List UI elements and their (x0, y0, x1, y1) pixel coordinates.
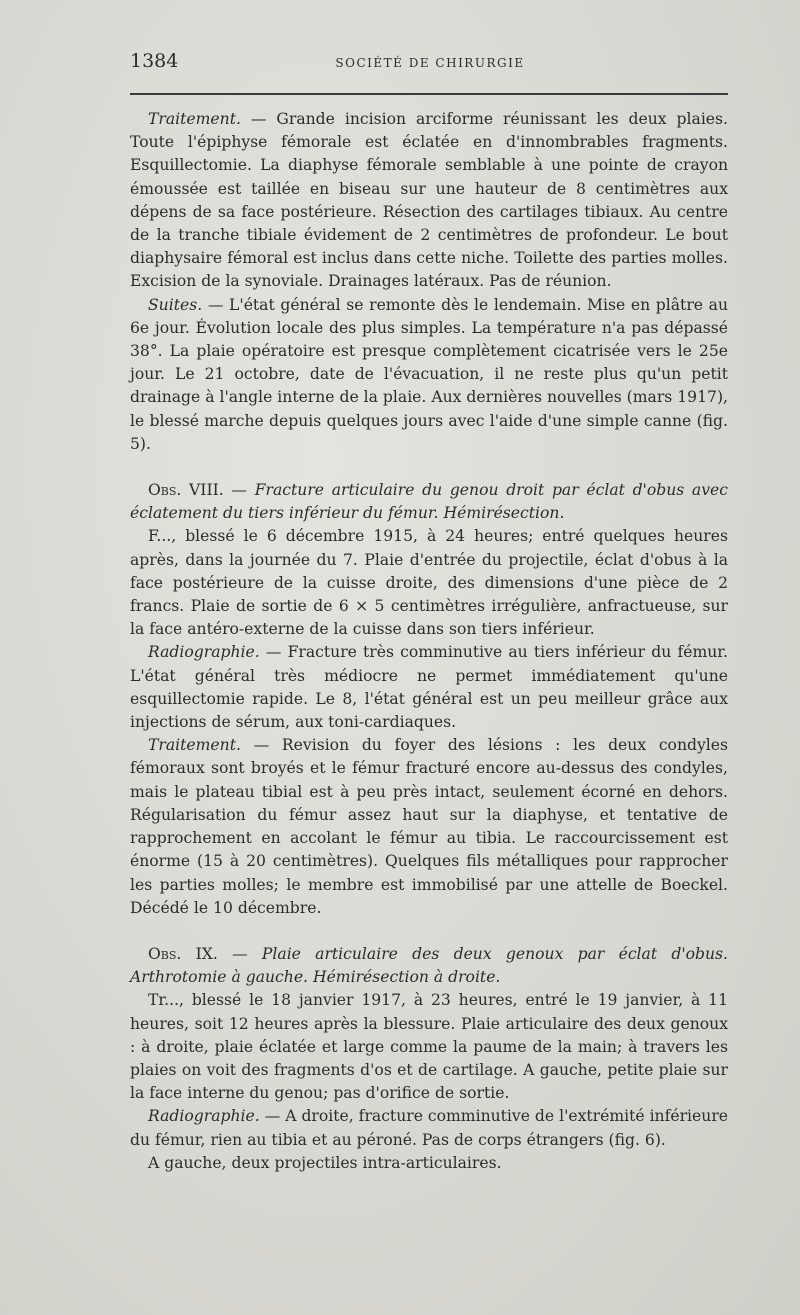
observation-heading (130, 479, 728, 525)
paragraph-label: Traitement. (148, 736, 241, 755)
observation-number: Obs. IX. (148, 944, 218, 963)
page-number: 1384 (130, 50, 179, 72)
observation-number: Obs. VIII. (148, 481, 224, 500)
observation-title: — Plaie articulaire des deux genoux par éclat d'obus. Arthrotomie à gauche. Hémirésection à droite. (130, 944, 728, 987)
paragraph-traitement (130, 734, 728, 920)
paragraph-radiographie (130, 1105, 728, 1151)
paragraph-text: — Revision du foyer des lésions : les deux condyles fémoraux sont broyés et le fémur fracturé encore au-dessus des condyles, mais le plateau tibial est à peu près intact, seulement écorné en dehors. Régularisation du fémur assez haut sur la diaphyse, et tentative de rapprochement en accolant le fémur au tibia. Le raccourcissement est énorme (15 à 20 centimètres). Quelques fils métalliques pour rapprocher les parties molles; le membre est immobilisé par une attelle de Boeckel. Décédé le 10 décembre. (130, 736, 728, 917)
paragraph-case (130, 989, 728, 1105)
paragraph-text: — Fracture très comminutive au tiers inférieur du fémur. L'état général très médiocre ne permet immédiatement qu'une esquillectomie rapide. Le 8, l'état général est un peu meilleur grâce aux injections de sérum, aux toni-cardiaques. (130, 643, 728, 732)
paragraph-case (130, 525, 728, 641)
observation-heading (130, 943, 728, 989)
paragraph-suites (130, 294, 728, 456)
paragraph-label: Suites. (148, 295, 203, 314)
paragraph-text: — L'état général se remonte dès le lendemain. Mise en plâtre au 6e jour. Évolution locale des plus simples. La température n'a pas dépassé 38°. La plaie opératoire est presque complètement cicatrisée vers le 25e jour. Le 21 octobre, date de l'évacuation, il ne reste plus qu'un petit drainage à l'angle interne de la plaie. Aux dernières nouvelles (mars 1917), le blessé marche depuis quelques jours avec l'aide d'une simple canne (fig. 5). (130, 295, 728, 453)
page-header (130, 50, 730, 76)
page-body (130, 108, 728, 1175)
paragraph-text: F..., blessé le 6 décembre 1915, à 24 heures; entré quelques heures après, dans la journée du 7. Plaie d'entrée du projectile, éclat d'obus à la face postérieure de la cuisse droite, des dimensions d'une pièce de 2 francs. Plaie de sortie de 6 × 5 centimètres irrégulière, anfractueuse, sur la face antéro-externe de la cuisse dans son tiers inférieur. (130, 527, 728, 639)
paragraph-text: — Grande incision arciforme réunissant les deux plaies. Toute l'épiphyse fémorale est éclatée en d'innombrables fragments. Esquillectomie. La diaphyse fémorale semblable à une pointe de crayon émoussée est taillée en biseau sur une hauteur de 8 centimètres aux dépens de sa face postérieure. Résection des cartilages tibiaux. Au centre de la tranche tibiale évidement de 2 centimètres de profondeur. Le bout diaphysaire fémoral est inclus dans cette niche. Toilette des parties molles. Excision de la synoviale. Drainages latéraux. Pas de réunion. (130, 110, 728, 291)
paragraph-case (130, 1152, 728, 1175)
paragraph-label: Traitement. (148, 110, 241, 128)
header-rule (130, 93, 728, 95)
paragraph-text: Tr..., blessé le 18 janvier 1917, à 23 heures, entré le 19 janvier, à 11 heures, soit 12 heures après la blessure. Plaie articulaire des deux genoux : à droite, plaie éclatée et large comme la paume de la main; à travers les plaies on voit des fragments d'os et de cartilage. A gauche, petite plaie sur la face interne du genou; pas d'orifice de sortie. (130, 991, 728, 1103)
observation-title: — Fracture articulaire du genou droit par éclat d'obus avec éclatement du tiers inférieur du fémur. Hémirésection. (130, 481, 729, 523)
paragraph-text: — A droite, fracture comminutive de l'extrémité inférieure du fémur, rien au tibia et au péroné. Pas de corps étrangers (fig. 6). (130, 1107, 728, 1149)
paragraph-traitement (130, 108, 728, 294)
running-head: SOCIÉTÉ DE CHIRURGIE (335, 56, 525, 70)
paragraph-radiographie (130, 641, 728, 734)
paragraph-label: Radiographie. (148, 1107, 260, 1126)
paragraph-text: A gauche, deux projectiles intra-articulaires. (148, 1153, 502, 1172)
paragraph-label: Radiographie. (148, 643, 260, 662)
